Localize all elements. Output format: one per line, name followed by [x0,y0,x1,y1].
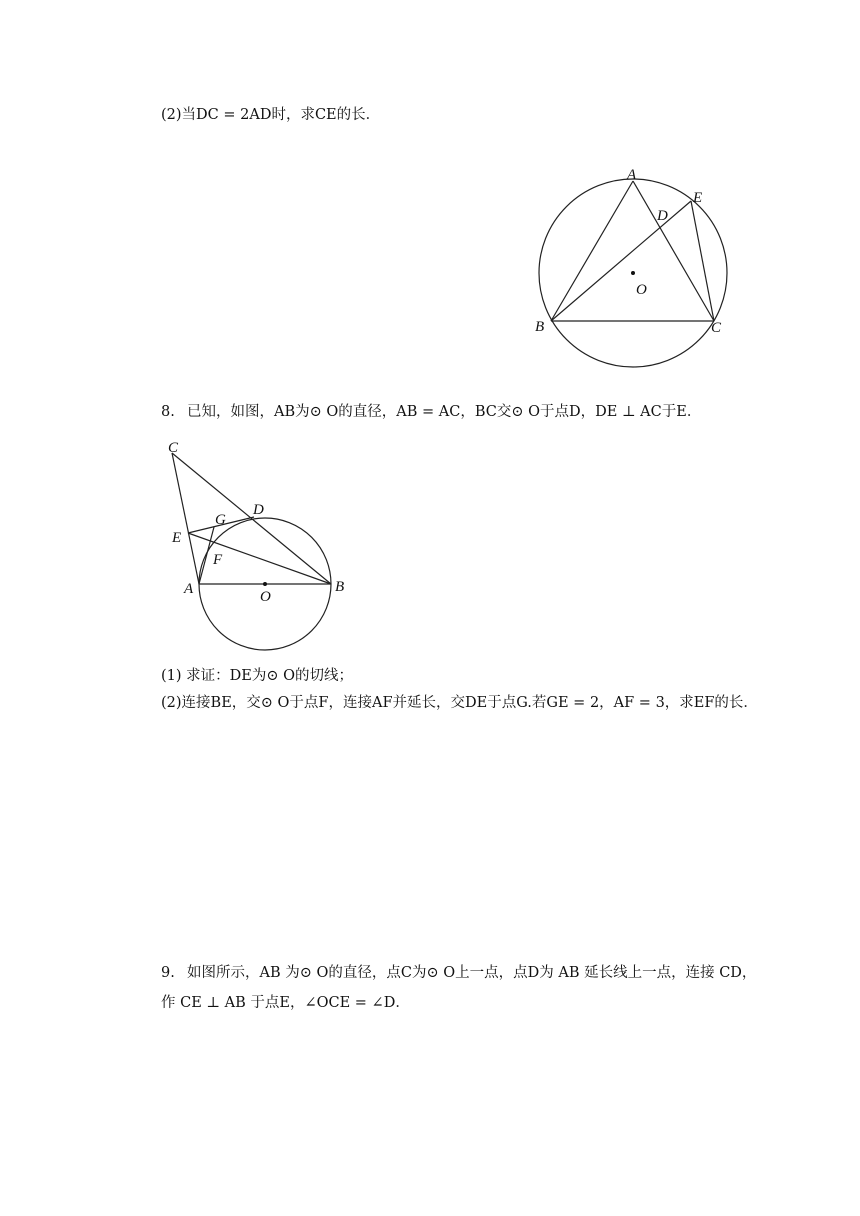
q7-part2-text: (2)当DC = 2AD时，求CE的长． [161,107,381,123]
q8-segment-ag [199,527,214,584]
q9-line2: 作 CE ⊥ AB 于点E，∠OCE = ∠D． [161,995,410,1011]
q7-label-c: C [711,320,722,336]
q7-label-a: A [627,167,637,183]
q8-label-a: A [184,581,194,597]
q7-label-b: B [535,319,545,335]
q9-line1 [161,963,756,983]
q7-label-o: O [636,282,647,298]
q8-label-g: G [215,512,226,528]
q8-center-dot [263,582,267,586]
q8-label-d: D [253,502,264,518]
q8-label-b: B [335,579,345,595]
q8-segment-eb [188,533,331,584]
q8-segment-cb [172,453,331,584]
q7-label-e: E [693,190,703,206]
q8-label-c: C [168,440,179,456]
q9-line1-text: 如图所示，AB 为⊙ O的直径，点C为⊙ O上一点，点D为 AB 延长线上一点，连接 CD， [187,965,757,981]
q8-number: 8. [161,404,175,420]
q8-statement-text: 已知，如图，AB为⊙ O的直径，AB = AC，BC交⊙ O于点D，DE ⊥ AC于E． [187,404,702,420]
q8-part1-text: (1) 求证：DE为⊙ O的切线； [161,668,354,684]
q9-number: 9. [161,965,175,981]
q7-label-d: D [657,208,668,224]
q8-label-f: F [213,552,223,568]
q8-label-o: O [260,589,271,605]
q8-part2-text: (2)连接BE，交⊙ O于点F，连接AF并延长，交DE于点G.若GE = 2，AF = 3，求EF的长． [161,695,758,711]
q8-label-e: E [172,530,182,546]
